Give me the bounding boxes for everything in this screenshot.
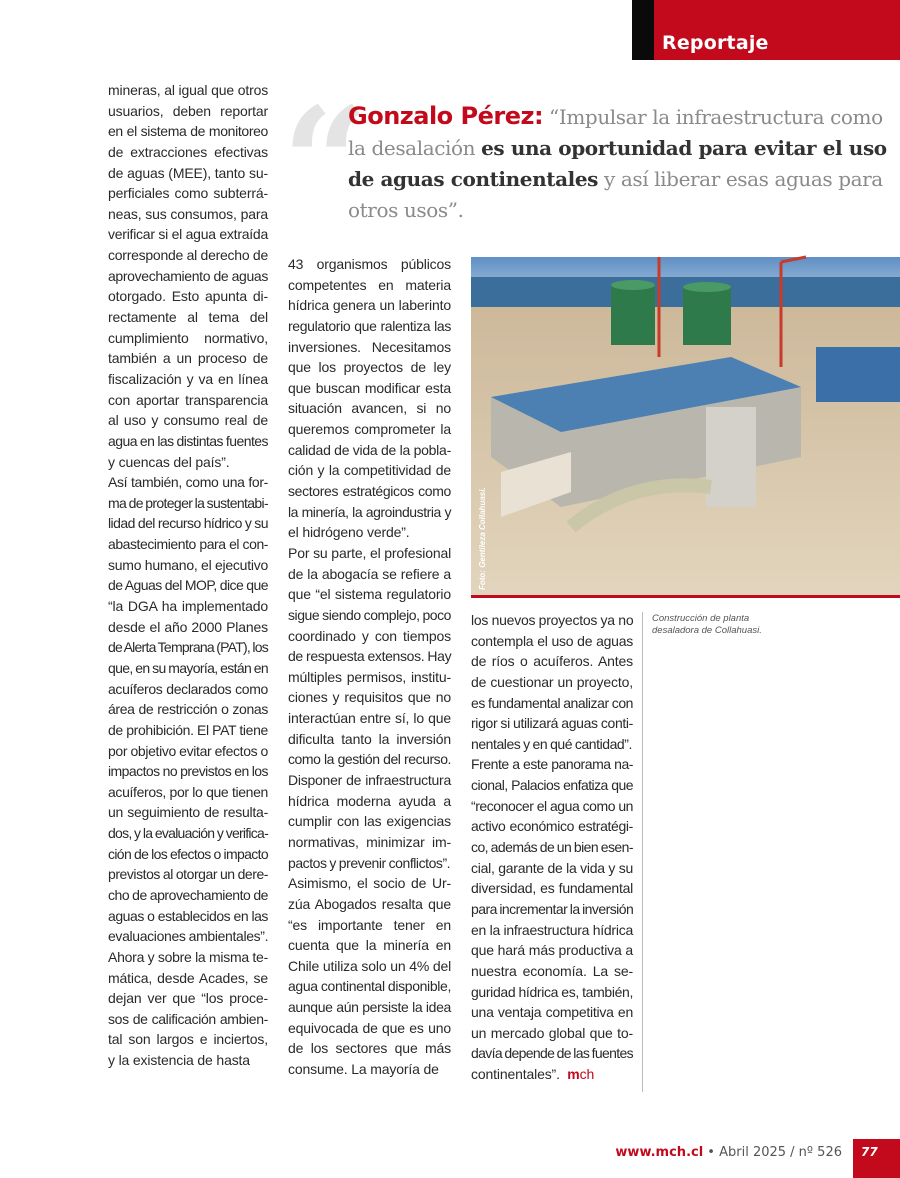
page-number: 77 (853, 1139, 900, 1178)
text-line: fiscalización y va en línea (108, 370, 268, 387)
text-line: contempla el uso de aguas (471, 632, 633, 649)
text-line: verificar si el agua extraída (108, 226, 268, 243)
issue-info: • Abril 2025 / nº 526 (703, 1145, 842, 1160)
pull-quote (348, 102, 888, 226)
mch-signoff (560, 1066, 594, 1082)
text-line: impactos no previstos en los (108, 763, 268, 780)
text-line: que, en su mayoría, están en (108, 659, 268, 676)
text-line: Disponer de infraestructura (288, 772, 451, 789)
pull-quote-bold: es una oportunidad para evitar el uso de aguas continentales (348, 136, 887, 191)
text-line: queremos comprometer la (288, 421, 451, 438)
text-line: sigue siendo complejo, poco (288, 606, 451, 623)
text-line: otorgado. Esto apunta di- (108, 288, 268, 305)
photo-caption: Construcción de planta desaladora de Collahuasi. (652, 613, 762, 636)
caption-divider (642, 612, 643, 1092)
text-line: nuestra economía. La se- (471, 962, 633, 979)
header-black-tab (632, 0, 654, 60)
text-line: los nuevos proyectos ya no (471, 612, 634, 628)
text-line: de prohibición. El PAT tiene (108, 721, 268, 738)
text-line: dos, y la evaluación y verifica- (108, 825, 268, 842)
text-line: hídrica genera un laberinto (288, 297, 451, 314)
pull-quote-text: “Impulsar la infraestructura como la desalación (348, 105, 883, 160)
signoff-m: m (567, 1066, 580, 1083)
text-line: dejan ver que “los proce- (108, 990, 268, 1007)
article-column-1 (108, 80, 268, 1071)
text-line: corresponde al derecho de (108, 247, 268, 264)
text-line: cumplir con las exigencias (288, 813, 451, 830)
article-column-3 (471, 610, 633, 1085)
text-line: diversidad, es fundamental (471, 880, 633, 897)
text-line: y cuencas del país”. (108, 453, 230, 470)
text-line: al uso y consumo real de (108, 412, 268, 429)
website-link[interactable]: www.mch.cl (615, 1145, 704, 1160)
pull-quote-speaker: Gonzalo Pérez: (348, 102, 544, 130)
text-line: múltiples permisos, institu- (288, 668, 451, 685)
text-line: ma de proteger la sustentabi- (108, 494, 268, 511)
text-line: evaluaciones ambientales”. (108, 928, 269, 945)
text-line: acuíferos, por lo que tienen (108, 783, 268, 800)
text-line: de aguas (MEE), tanto su- (108, 164, 268, 181)
text-line: ciones y requisitos que no (288, 689, 451, 706)
text-line: Así también, como una for- (108, 474, 268, 491)
text-line: área de restricción o zonas (108, 701, 268, 718)
text-line: ción de los efectos o impacto (108, 845, 268, 862)
text-line: zúa Abogados resalta que (288, 895, 451, 912)
text-line: como la gestión del recurso. (288, 751, 451, 768)
text-line: sumo humano, el ejecutivo (108, 556, 268, 573)
text-line: 43 organismos públicos (288, 256, 451, 272)
photo-rule (471, 595, 900, 598)
text-line: equivocada de que es uno (288, 1019, 451, 1036)
text-line: Ahora y sobre la misma te- (108, 948, 268, 965)
text-line: aprovechamiento de aguas (108, 267, 268, 284)
text-line: consume. La mayoría de (288, 1060, 439, 1077)
text-line: cuenta que la minería en (288, 937, 451, 954)
text-line: acuíferos declarados como (108, 680, 268, 697)
text-line: de ríos o acuíferos. Antes (471, 653, 633, 670)
text-line: rigor si utilizará aguas conti- (471, 715, 633, 732)
text-line: de Aguas del MOP, dice que (108, 577, 268, 594)
text-line: “la DGA ha implementado (108, 598, 268, 615)
text-line: de cuestionar un proyecto, (471, 673, 633, 690)
text-line: cial, garante de la vida y su (471, 859, 633, 876)
text-line: regulatorio que ralentiza las (288, 317, 451, 334)
text-line: y la existencia de hasta (108, 1052, 250, 1069)
text-line: usuarios, deben reportar (108, 102, 268, 119)
text-line: mática, desde Acades, se (108, 969, 268, 986)
text-line: agua en las distintas fuentes (108, 432, 268, 449)
text-line: que hará más productiva a (471, 942, 634, 959)
photo-credit: Foto: Gentileza Collahuasi. (478, 487, 487, 590)
text-line: sos de calificación ambien- (108, 1010, 268, 1027)
section-header (654, 0, 900, 60)
text-line: cional, Palacios enfatiza que (471, 777, 633, 794)
text-line: desde el año 2000 Planes (108, 618, 268, 635)
text-line: nentales y en qué cantidad”. (471, 735, 632, 752)
text-line: hídrica moderna ayuda a (288, 792, 451, 809)
text-line: aguas o establecidos en las (108, 907, 268, 924)
quote-mark-icon: “ (282, 75, 369, 251)
text-line: Asimismo, el socio de Ur- (288, 875, 451, 892)
text-line: calidad de vida de la pobla- (288, 441, 451, 458)
text-line: de Alerta Temprana (PAT), los (108, 639, 268, 656)
text-line: es fundamental analizar con (471, 694, 633, 711)
text-line: abastecimiento para el con- (108, 536, 268, 553)
text-line: Chile utiliza solo un 4% del (288, 957, 452, 974)
section-title: Reportaje (662, 32, 769, 54)
text-line: guridad hídrica es, también, (471, 983, 633, 1000)
text-line: Frente a este panorama na- (471, 756, 633, 773)
signoff-ch: ch (579, 1066, 595, 1083)
text-line: un mercado global que to- (471, 1024, 633, 1041)
text-line: también a un proceso de (108, 350, 268, 367)
text-line: Por su parte, el profesional (288, 544, 452, 561)
text-line: lidad del recurso hídrico y su (108, 515, 268, 532)
text-line: activo económico estratégi- (471, 818, 633, 835)
text-line: de extracciones efectivas (108, 143, 268, 160)
article-column-2 (288, 254, 451, 1080)
text-line: el hidrógeno verde”. (288, 524, 410, 541)
footer (615, 1145, 842, 1160)
text-line: con aportar transparencia (108, 391, 268, 408)
text-line: la minería, la agroindustria y (288, 503, 451, 520)
text-line: coordinado y con tiempos (288, 627, 451, 644)
text-line: “es importante tener en (288, 916, 451, 933)
text-line: de la abogacía se refiere a (288, 565, 451, 582)
text-line: “reconocer el agua como un (471, 797, 633, 814)
text-line: cho de aprovechamiento de (108, 886, 268, 903)
text-line: para incrementar la inversión (471, 900, 634, 917)
text-line: que “el sistema regulatorio (288, 586, 451, 603)
text-line: neas, sus consumos, para (108, 205, 268, 222)
text-line: que buscan modificar esta (288, 379, 451, 396)
text-line: en el sistema de monitoreo (108, 123, 268, 140)
text-line: que los proyectos de ley (288, 359, 451, 376)
text-line: de respuesta extensos. Hay (288, 648, 452, 665)
text-line: previstos al otorgar un dere- (108, 866, 268, 883)
text-line: rectamente al tema del (108, 309, 268, 326)
text-line: co, además de un bien esen- (471, 839, 633, 856)
text-line: una ventaja competitiva en (471, 1004, 633, 1021)
text-line: sectores estratégicos como (288, 483, 451, 500)
text-line: competentes en materia (288, 276, 451, 293)
text-line: en la infraestructura hídrica (471, 921, 633, 938)
text-line: ción y la competitividad de (288, 462, 451, 479)
text-line: inversiones. Necesitamos (288, 338, 451, 355)
text-line: davía depende de las fuentes (471, 1045, 633, 1062)
text-line: normativas, minimizar im- (288, 833, 451, 850)
text-line: mineras, al igual que otros (108, 82, 269, 98)
text-line: perficiales como subterrá- (108, 185, 268, 202)
text-line: aunque aún persiste la idea (288, 999, 451, 1016)
desalination-plant-photo (471, 257, 900, 595)
text-line: agua continental disponible, (288, 978, 451, 995)
pull-quote-text-end: y así liberar esas aguas para otros usos”. (348, 167, 883, 222)
text-line: pactos y prevenir conflictos”. (288, 854, 451, 871)
text-line: tal son largos e inciertos, (108, 1031, 268, 1048)
text-line: situación avancen, si no (288, 400, 451, 417)
text-line: cumplimiento normativo, (108, 329, 268, 346)
text-line: por objetivo evitar efectos o (108, 742, 268, 759)
text-line: interactúan entre sí, lo que (288, 710, 451, 727)
text-line: un seguimiento de resulta- (108, 804, 268, 821)
text-line: continentales”. mch (471, 1066, 595, 1083)
text-line: dificulta tanto la inversión (288, 730, 451, 747)
text-line: de los sectores que más (288, 1040, 451, 1057)
